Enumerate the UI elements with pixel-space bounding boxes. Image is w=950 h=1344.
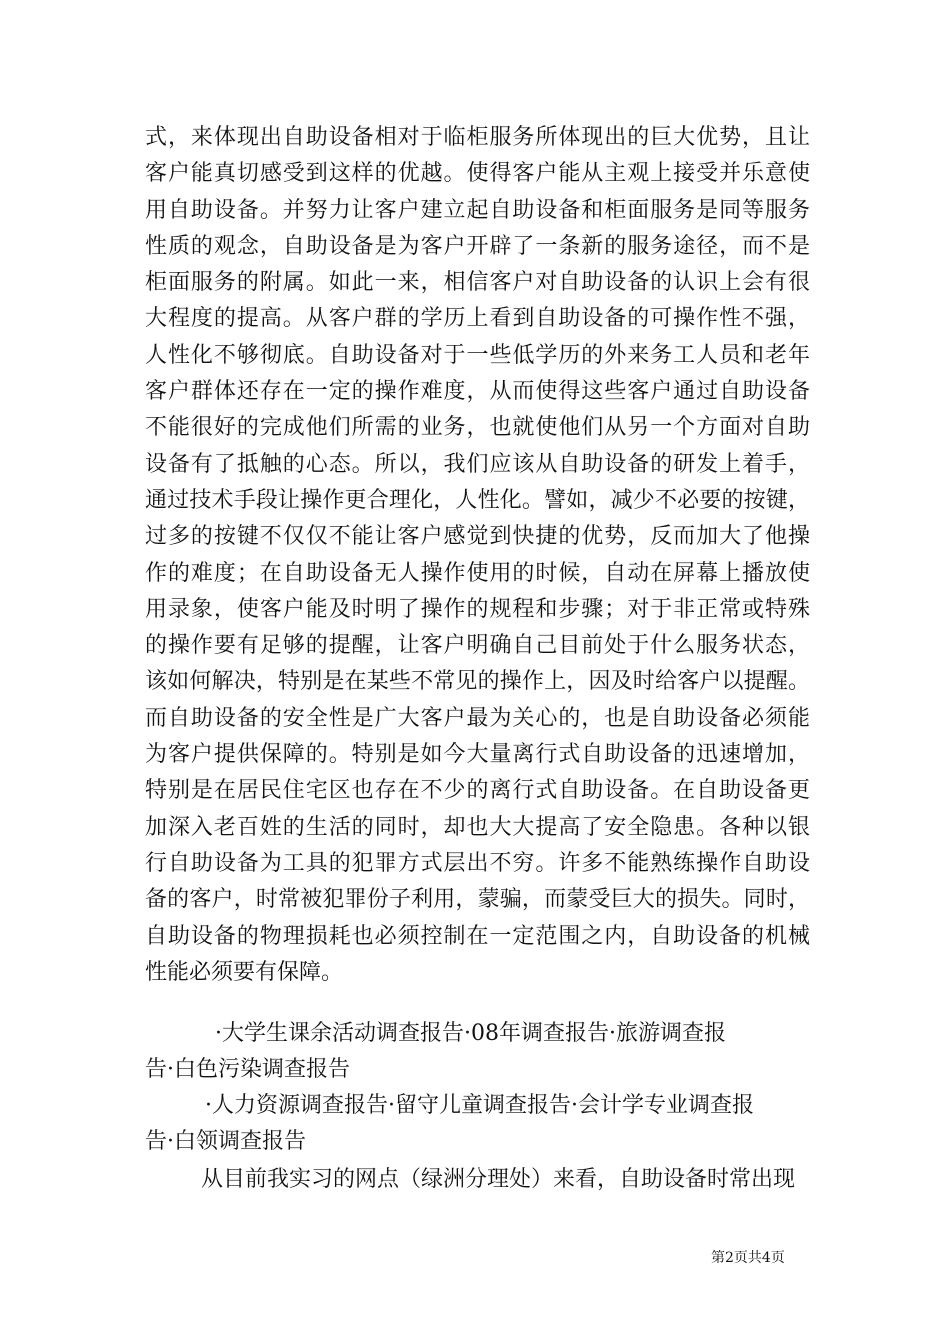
body-line-20: 加深入老百姓的生活的同时，却也大大提高了安全隐患。各种以银	[145, 814, 810, 840]
related-link-line[interactable]: 告·白色污染调查报告	[145, 1057, 350, 1082]
body-line-23: 自助设备的物理损耗也必须控制在一定范围之内，自助设备的机械	[145, 923, 810, 949]
body-line-3: 用自助设备。并努力让客户建立起自助设备和柜面服务是同等服务	[145, 197, 810, 223]
body-paragraph	[145, 120, 810, 991]
body-line-15: 的操作要有足够的提醒，让客户明确自己目前处于什么服务状态，	[145, 633, 810, 659]
closing-line: 从目前我实习的网点（绿洲分理处）来看，自助设备时常出现	[201, 1167, 796, 1192]
body-line-9: 不能很好的完成他们所需的业务，也就使他们从另一个方面对自助	[145, 415, 810, 441]
body-line-8: 客户群体还存在一定的操作难度，从而使得这些客户通过自助设备	[145, 379, 810, 405]
related-link-line[interactable]: ·人力资源调查报告·留守儿童调查报告·会计学专业调查报	[205, 1093, 754, 1118]
related-links-group-2	[145, 1088, 810, 1160]
related-link-line[interactable]: 告·白领调查报告	[145, 1129, 306, 1154]
body-line-5: 柜面服务的附属。如此一来，相信客户对自助设备的认识上会有很	[145, 270, 810, 296]
body-line-2: 客户能真切感受到这样的优越。使得客户能从主观上接受并乐意使	[145, 161, 810, 187]
body-line-16: 该如何解决，特别是在某些不常见的操作上，因及时给客户以提醒。	[145, 669, 810, 695]
body-line-11: 通过技术手段让操作更合理化，人性化。譬如，减少不必要的按键，	[145, 487, 810, 513]
body-line-19: 特别是在居民住宅区也存在不少的离行式自助设备。在自助设备更	[145, 778, 810, 804]
body-line-1: 式，来体现出自助设备相对于临柜服务所体现出的巨大优势，且让	[145, 125, 810, 150]
related-link-line[interactable]: ·大学生课余活动调查报告·08年调查报告·旅游调查报	[215, 1021, 726, 1046]
body-line-10: 设备有了抵触的心态。所以，我们应该从自助设备的研发上着手，	[145, 451, 810, 477]
body-line-17: 而自助设备的安全性是广大客户最为关心的，也是自助设备必须能	[145, 705, 810, 731]
body-line-4: 性质的观念，自助设备是为客户开辟了一条新的服务途径，而不是	[145, 233, 810, 259]
body-line-18: 为客户提供保障的。特别是如今大量离行式自助设备的迅速增加，	[145, 742, 810, 768]
body-line-14: 用录象，使客户能及时明了操作的规程和步骤；对于非正常或特殊	[145, 596, 810, 622]
body-line-13: 作的难度；在自助设备无人操作使用的时候，自动在屏幕上播放使	[145, 560, 810, 586]
body-line-7: 人性化不够彻底。自助设备对于一些低学历的外来务工人员和老年	[145, 342, 810, 368]
body-line-22: 备的客户，时常被犯罪份子利用，蒙骗，而蒙受巨大的损失。同时，	[145, 887, 810, 913]
body-line-6: 大程度的提高。从客户群的学历上看到自助设备的可操作性不强，	[145, 306, 810, 332]
closing-paragraph	[145, 1162, 810, 1198]
page-footer: 第2页共4页	[711, 1250, 785, 1266]
body-line-21: 行自助设备为工具的犯罪方式层出不穷。许多不能熟练操作自助设	[145, 850, 810, 876]
related-links	[145, 1016, 810, 1160]
related-links-group-1	[145, 1016, 810, 1088]
body-line-12: 过多的按键不仅仅不能让客户感觉到快捷的优势，反而加大了他操	[145, 524, 810, 550]
body-line-24: 性能必须要有保障。	[145, 959, 344, 985]
